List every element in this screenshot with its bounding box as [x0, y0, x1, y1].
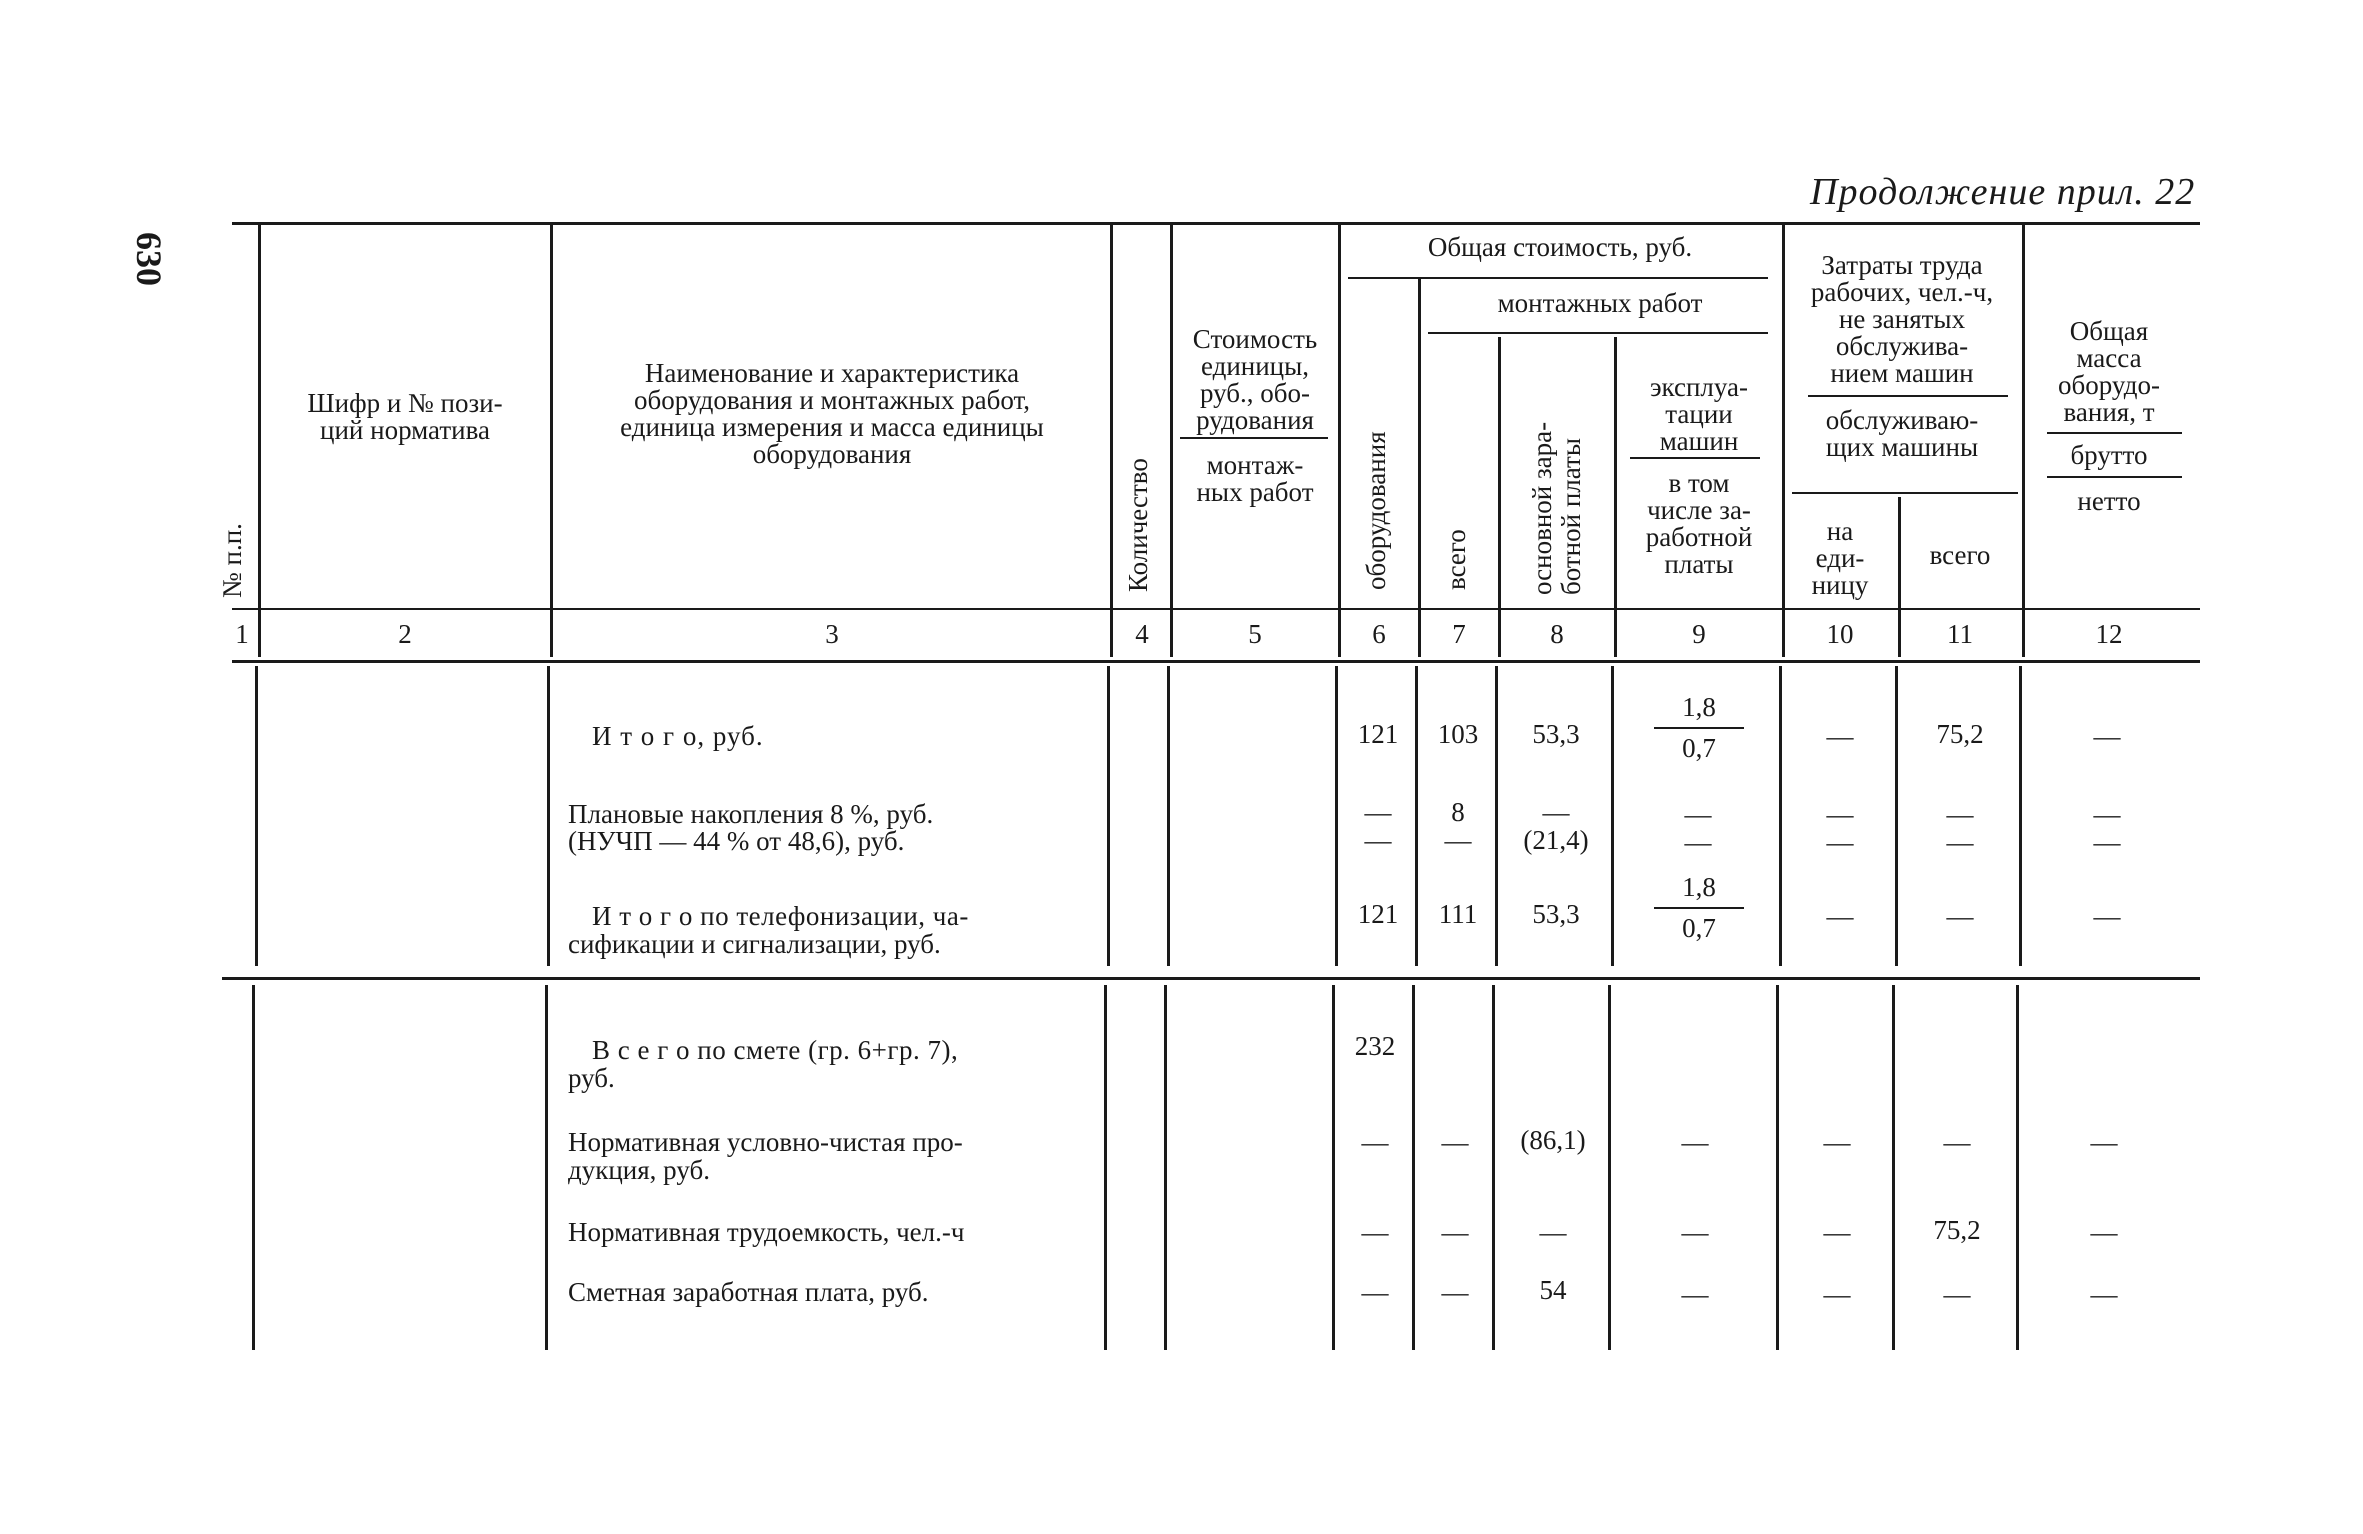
cell-c7: —	[1444, 825, 1472, 855]
column-number: 12	[2095, 619, 2123, 649]
page-number: 630	[129, 232, 169, 286]
cell-c8: 54	[1539, 1275, 1567, 1305]
vline-1	[550, 222, 553, 657]
vline-6	[1498, 337, 1501, 657]
vline-3	[1170, 222, 1173, 657]
fraction-bar	[1654, 727, 1744, 729]
cell-c6: —	[1361, 1127, 1389, 1157]
header-col10: на еди- ницу	[1811, 516, 1869, 600]
row-nuchp-name: (НУЧП — 44 % от 48,6), руб.	[568, 826, 905, 856]
cell-c8: —	[1542, 797, 1570, 827]
column-number: 9	[1692, 619, 1706, 649]
header-col12-bottom: нетто	[2077, 486, 2141, 516]
header-col12-mid: брутто	[2070, 440, 2148, 470]
fraction-top: 1,8	[1682, 872, 1716, 902]
cell-c8: (21,4)	[1523, 825, 1589, 855]
column-number: 5	[1248, 619, 1262, 649]
row-net-production-name: Нормативная условно-чистая про-	[568, 1127, 963, 1157]
cell-c10: —	[1826, 827, 1854, 857]
vline-s2-0	[252, 985, 255, 1350]
cell-c9: —	[1681, 1279, 1709, 1309]
column-number: 8	[1550, 619, 1564, 649]
cell-c6: 232	[1354, 1031, 1396, 1061]
column-number: 2	[398, 619, 412, 649]
vline-10	[2022, 222, 2025, 657]
header-group-labor: Затраты труда рабочих, чел.-ч, не занятых обслужива- нием машин	[1810, 250, 1994, 388]
labor-group-rule	[1808, 395, 2008, 397]
vline-2	[1110, 222, 1113, 657]
row-total-estimate-name-2: руб.	[568, 1063, 615, 1093]
vline-s1-0	[255, 666, 258, 966]
cell-c7: —	[1441, 1127, 1469, 1157]
header-col5-top: Стоимость единицы, руб., обо- рудования	[1192, 324, 1318, 435]
cell-c11: —	[1946, 901, 1974, 931]
cell-c8: 53,3	[1532, 899, 1580, 929]
vline-s1-1	[547, 666, 550, 966]
fraction-bottom: 0,7	[1682, 733, 1716, 763]
header-col7: всего	[1441, 529, 1471, 590]
header-col9-bottom: в том числе за- работной платы	[1645, 468, 1753, 579]
cell-c6: —	[1361, 1217, 1389, 1247]
cell-c11: —	[1943, 1279, 1971, 1309]
header-col12-top: Общая масса оборудо- вания, т	[2058, 316, 2160, 427]
cell-c12: —	[2093, 901, 2121, 931]
cell-c10: —	[1823, 1217, 1851, 1247]
header-group-montazh: монтажных работ	[1497, 288, 1703, 318]
vline-5	[1418, 277, 1421, 657]
cell-c11: —	[1946, 827, 1974, 857]
fraction-bar	[1654, 907, 1744, 909]
vline-s1-3	[1167, 666, 1170, 966]
continuation-title: Продолжение прил. 22	[1810, 171, 2196, 213]
cell-c7: 8	[1451, 797, 1465, 827]
cell-c12: —	[2090, 1279, 2118, 1309]
column-number: 6	[1372, 619, 1386, 649]
vline-s2-1	[545, 985, 548, 1350]
row-net-production-name-2: дукция, руб.	[568, 1155, 710, 1185]
header-col2: Шифр и № пози- ций норматива	[307, 388, 503, 445]
cell-c7: 111	[1438, 899, 1478, 929]
cell-c11: —	[1943, 1127, 1971, 1157]
header-rule	[232, 608, 2200, 610]
cell-c12: —	[2090, 1217, 2118, 1247]
cell-c11: 75,2	[1933, 1215, 1981, 1245]
cell-c12: —	[2090, 1127, 2118, 1157]
row-total-estimate-name: В с е г о по смете (гр. 6+гр. 7),	[592, 1035, 959, 1065]
cell-c9: —	[1684, 799, 1712, 829]
col9-split-rule	[1630, 457, 1760, 459]
cell-c10: —	[1823, 1279, 1851, 1309]
cell-c10: —	[1826, 901, 1854, 931]
cell-c8: (86,1)	[1520, 1125, 1586, 1155]
cell-c6: —	[1364, 825, 1392, 855]
header-col11: всего	[1929, 540, 1991, 570]
column-number: 1	[235, 619, 249, 649]
cell-c6: 121	[1357, 719, 1399, 749]
row-labor-intensity-name: Нормативная трудоемкость, чел.-ч	[568, 1217, 965, 1247]
header-col3: Наименование и характеристика оборудования и монтажных работ, единица измерения и масса единицы оборудования	[620, 358, 1044, 469]
fraction-bottom: 0,7	[1682, 913, 1716, 943]
cell-c6: 121	[1357, 899, 1399, 929]
cell-c10: —	[1826, 799, 1854, 829]
cell-c8: 53,3	[1532, 719, 1580, 749]
cell-c10: —	[1823, 1127, 1851, 1157]
vline-4	[1338, 222, 1341, 657]
col5-split-rule	[1180, 437, 1328, 439]
cell-c12: —	[2093, 721, 2121, 751]
cell-c7: —	[1441, 1277, 1469, 1307]
column-number: 10	[1826, 619, 1854, 649]
header-col6: оборудования	[1361, 431, 1391, 590]
row-planned-name: Плановые накопления 8 %, руб.	[568, 799, 934, 829]
group-montazh-rule	[1428, 332, 1768, 334]
column-number: 3	[825, 619, 839, 649]
section-divider	[222, 977, 2200, 980]
cell-c9-fraction	[1616, 692, 1782, 764]
header-col5-bottom: монтаж- ных работ	[1196, 450, 1314, 507]
column-number: 7	[1452, 619, 1466, 649]
vline-s1-2	[1107, 666, 1110, 966]
cell-c11: —	[1946, 799, 1974, 829]
header-col8: основной зара- ботной платы	[1527, 421, 1586, 595]
column-number: 11	[1947, 619, 1973, 649]
cell-c12: —	[2093, 827, 2121, 857]
header-group-labor-sub: обслуживаю- щих машины	[1825, 405, 1979, 462]
cell-c8: —	[1539, 1217, 1567, 1247]
column-number-rule	[232, 660, 2200, 663]
vline-s2-2	[1104, 985, 1107, 1350]
cell-c7: 103	[1437, 719, 1479, 749]
vline-0	[258, 222, 261, 657]
cell-c10: —	[1826, 721, 1854, 751]
row-itogo-phone-name: И т о г о по телефонизации, ча-	[592, 901, 969, 931]
top-rule	[232, 222, 2200, 225]
group-total-rule	[1348, 277, 1768, 279]
vline-s2-3	[1164, 985, 1167, 1350]
row-itogo-name: И т о г о, руб.	[592, 721, 764, 751]
cell-c11: 75,2	[1936, 719, 1984, 749]
header-col4: Количество	[1123, 458, 1153, 592]
fraction-top: 1,8	[1682, 692, 1716, 722]
row-estimated-wages-name: Сметная заработная плата, руб.	[568, 1277, 929, 1307]
labor-sub-rule	[1792, 492, 2018, 494]
col12-rule-2	[2047, 476, 2182, 478]
cell-c7: —	[1441, 1217, 1469, 1247]
cell-c9-fraction	[1616, 872, 1782, 944]
cell-c6: —	[1361, 1277, 1389, 1307]
col12-rule-1	[2047, 432, 2182, 434]
cell-c9: —	[1681, 1127, 1709, 1157]
cell-c9: —	[1684, 827, 1712, 857]
header-col1: № п.п.	[217, 523, 247, 598]
column-number: 4	[1135, 619, 1149, 649]
header-col9-top: эксплуа- тации машин	[1649, 372, 1749, 456]
cell-c12: —	[2093, 799, 2121, 829]
cell-c6: —	[1364, 797, 1392, 827]
header-group-total: Общая стоимость, руб.	[1427, 232, 1693, 262]
row-itogo-phone-name-2: сификации и сигнализации, руб.	[568, 929, 941, 959]
cell-c9: —	[1681, 1217, 1709, 1247]
